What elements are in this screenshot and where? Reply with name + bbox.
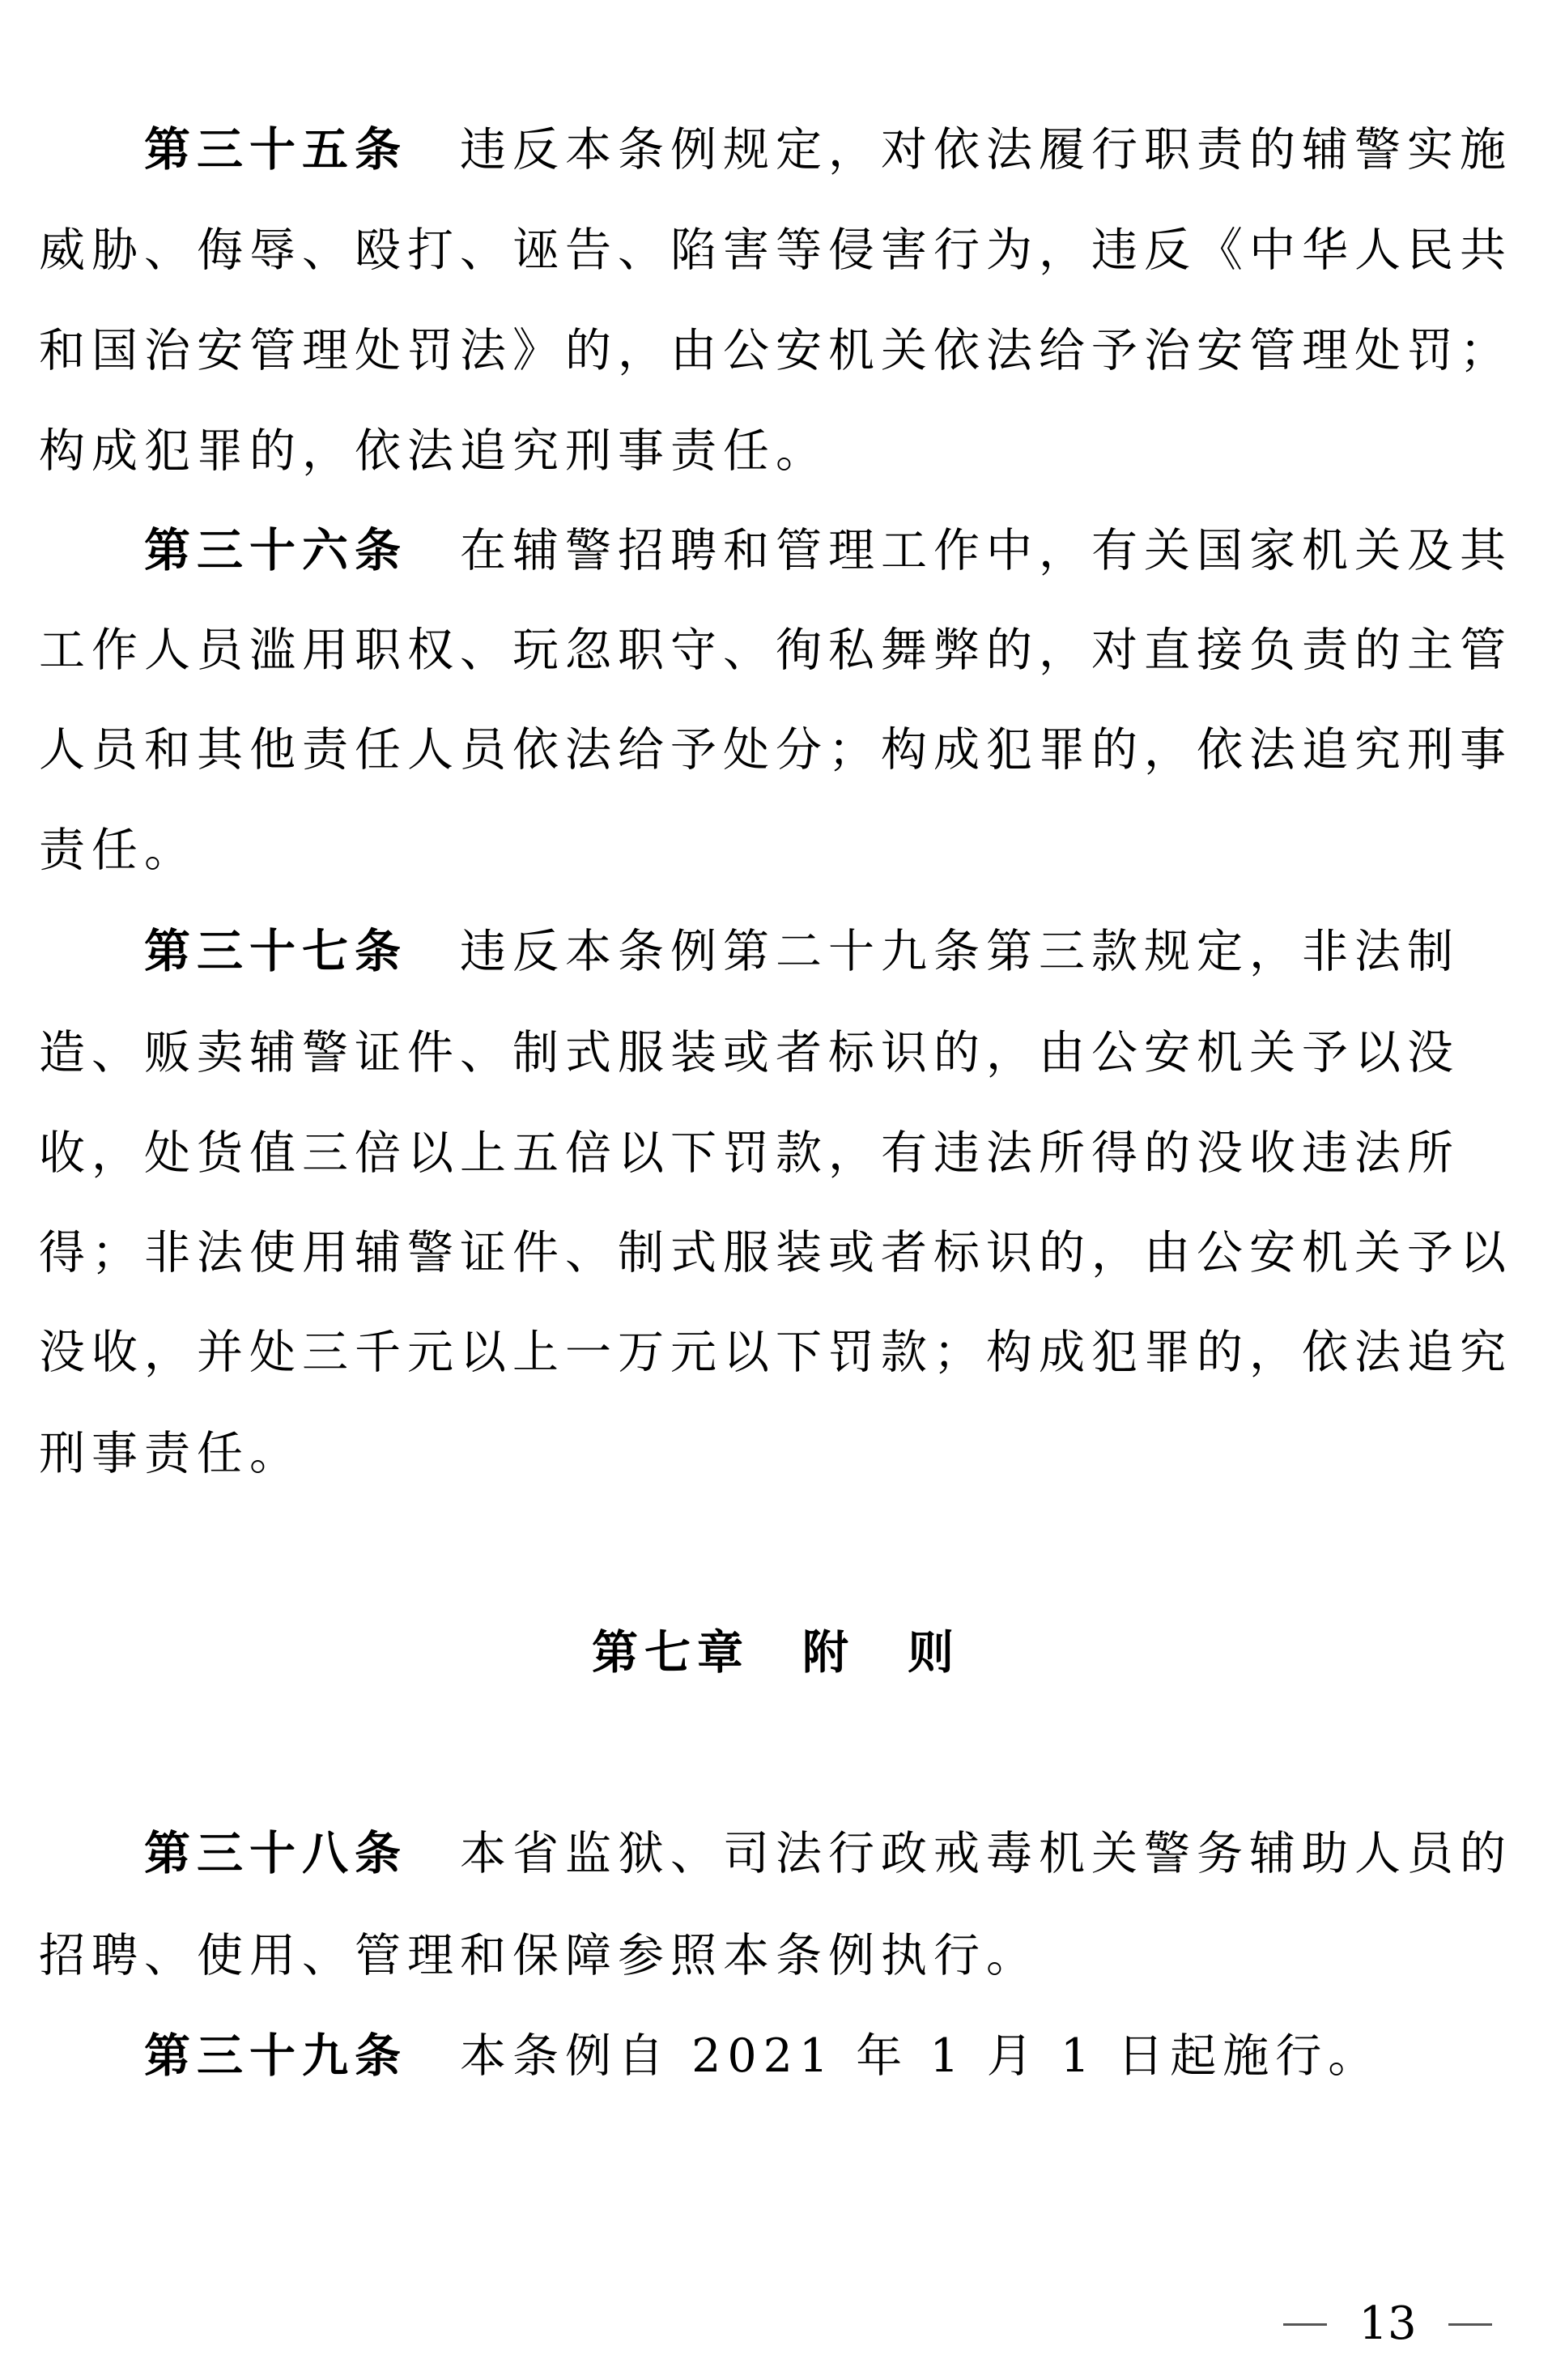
article-37-line: 刑事责任。 — [39, 1427, 302, 1480]
article-35-line: 和国治安管理处罚法》的，由公安机关依法给予治安管理处罚； — [39, 324, 1512, 377]
article-37-first-line — [144, 901, 1552, 1002]
page-number-value: 13 — [1359, 2297, 1417, 2350]
article-38-first-line — [144, 1803, 1552, 1904]
article-39-number: 第三十九条 — [144, 2029, 407, 2083]
article-37-line: 得；非法使用辅警证件、制式服装或者标识的，由公安机关予以 — [39, 1226, 1512, 1279]
article-37-number: 第三十七条 — [144, 925, 407, 978]
page-number-right-dash — [1448, 2323, 1492, 2326]
chapter-title-part-1: 附 — [802, 1626, 855, 1680]
article-36-line: 人员和其他责任人员依法给予处分；构成犯罪的，依法追究刑事 — [39, 723, 1512, 777]
article-35-line: 威胁、侮辱、殴打、诬告、陷害等侵害行为，违反《中华人民共 — [39, 224, 1512, 277]
article-35-first-line — [144, 100, 1552, 200]
article-35-number: 第三十五条 — [144, 123, 407, 177]
article-37-line: 造、贩卖辅警证件、制式服装或者标识的，由公安机关予以没 — [39, 1026, 1460, 1079]
article-36-first-line — [144, 500, 1552, 601]
article-36-text: 在辅警招聘和管理工作中，有关国家机关及其 — [460, 524, 1512, 577]
article-36-line: 责任。 — [39, 824, 197, 877]
page-number — [1283, 2298, 1492, 2350]
article-37-text: 违反本条例第二十九条第三款规定，非法制 — [460, 925, 1460, 978]
chapter-heading — [0, 1603, 1552, 1703]
chapter-title-part-2: 则 — [908, 1626, 960, 1680]
page-number-left-dash — [1283, 2323, 1327, 2326]
article-35-text: 违反本条例规定，对依法履行职责的辅警实施 — [460, 123, 1512, 177]
article-38-line: 招聘、使用、管理和保障参照本条例执行。 — [39, 1929, 1039, 1982]
article-37-line: 收，处货值三倍以上五倍以下罚款，有违法所得的没收违法所 — [39, 1126, 1460, 1180]
article-35-line: 构成犯罪的，依法追究刑事责任。 — [39, 424, 828, 478]
article-37-line: 没收，并处三千元以上一万元以下罚款；构成犯罪的，依法追究 — [39, 1326, 1512, 1379]
article-36-number: 第三十六条 — [144, 524, 407, 577]
chapter-number: 第七章 — [592, 1626, 750, 1680]
article-39-first-line — [144, 2006, 1552, 2106]
article-36-line: 工作人员滥用职权、玩忽职守、徇私舞弊的，对直接负责的主管 — [39, 624, 1512, 677]
article-38-number: 第三十八条 — [144, 1827, 407, 1880]
article-39-text: 本条例自 2021 年 1 月 1 日起施行。 — [460, 2029, 1381, 2083]
article-38-text: 本省监狱、司法行政戒毒机关警务辅助人员的 — [460, 1827, 1512, 1880]
